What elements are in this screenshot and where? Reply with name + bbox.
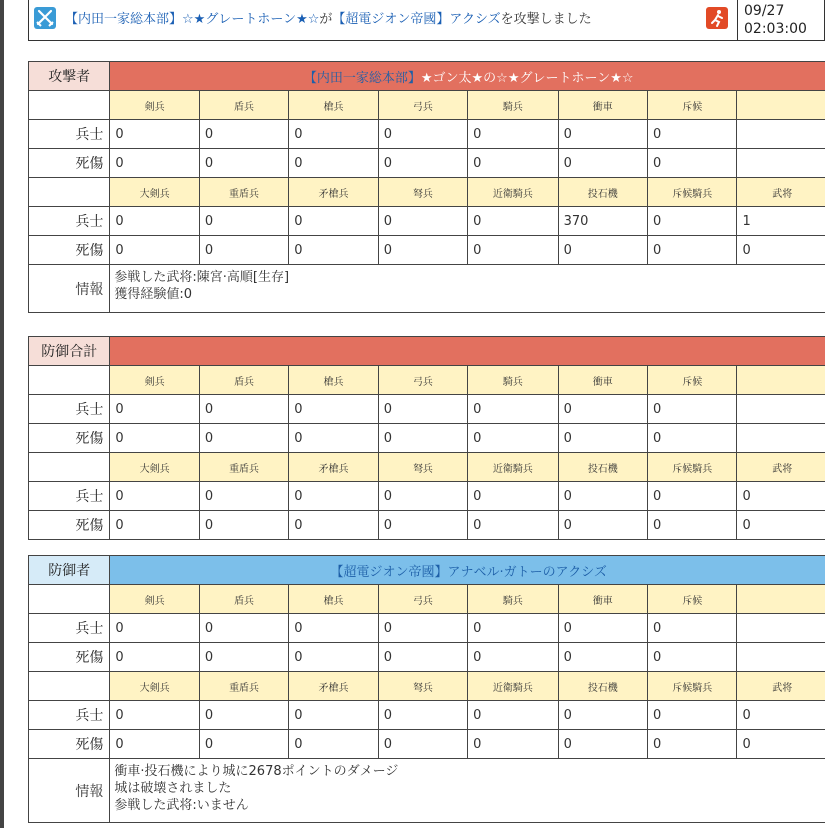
casualties-count: 0 [737,236,825,265]
crossed-swords-icon [34,7,56,29]
unit-name: 矛槍兵 [289,453,378,482]
soldiers-count: 0 [558,120,647,149]
casualties-count: 0 [199,424,288,453]
unit-header-row [29,453,825,482]
casualties-count [737,424,825,453]
unit-name: 斥候 [648,366,737,395]
casualties-count: 0 [289,424,378,453]
unit-name: 投石機 [558,178,647,207]
soldiers-count: 0 [648,120,737,149]
casualties-count: 0 [110,149,199,178]
unit-owner-label[interactable]: ★ゴン太★の☆★グレートホーン★☆ [420,70,634,86]
casualties-count: 0 [648,236,737,265]
soldiers-count: 0 [648,395,737,424]
soldiers-count: 0 [110,482,199,511]
casualties-count: 0 [648,424,737,453]
casualties-row [29,511,825,540]
casualties-count: 0 [378,643,467,672]
defender-alliance-link[interactable]: 【超電ジオン帝國】 [332,12,450,27]
soldiers-count [737,614,825,643]
unit-name: 大剣兵 [110,672,199,701]
casualties-label: 死傷 [29,511,110,540]
casualties-count: 0 [648,643,737,672]
soldiers-count: 0 [558,701,647,730]
soldiers-count: 0 [199,482,288,511]
title-bar [110,556,825,585]
row-spacer [29,366,110,395]
attacker-table [28,61,825,313]
casualties-count [737,643,825,672]
casualties-count: 0 [558,730,647,759]
soldiers-count: 0 [558,395,647,424]
info-label: 情報 [29,265,110,313]
casualties-count: 0 [468,730,558,759]
casualties-count: 0 [289,236,378,265]
info-text [110,759,825,823]
unit-name [737,91,825,120]
soldiers-count: 1 [737,207,825,236]
casualties-count: 0 [110,730,199,759]
unit-name: 斥候騎兵 [648,453,737,482]
unit-header-row [29,91,825,120]
unit-name: 武将 [737,178,825,207]
unit-name: 盾兵 [199,91,288,120]
casualties-count: 0 [199,643,288,672]
casualties-label: 死傷 [29,730,110,759]
unit-name: 騎兵 [468,366,558,395]
unit-name: 矛槍兵 [289,672,378,701]
casualties-count: 0 [289,149,378,178]
title-bar [110,62,825,91]
soldiers-count [737,120,825,149]
soldiers-count: 0 [468,395,558,424]
casualties-row [29,643,825,672]
unit-name: 斥候騎兵 [648,672,737,701]
casualties-count: 0 [737,730,825,759]
soldiers-count: 0 [648,701,737,730]
unit-name: 槍兵 [289,366,378,395]
soldiers-count: 0 [199,120,288,149]
casualties-count: 0 [468,424,558,453]
casualties-count: 0 [199,149,288,178]
soldiers-count: 0 [199,701,288,730]
casualties-count: 0 [558,424,647,453]
unit-name: 剣兵 [110,91,199,120]
casualties-count: 0 [468,236,558,265]
soldiers-count: 0 [558,614,647,643]
soldiers-row [29,207,825,236]
casualties-count: 0 [378,511,467,540]
soldiers-count: 0 [199,207,288,236]
soldiers-row [29,120,825,149]
unit-header-row [29,178,825,207]
casualties-count: 0 [558,149,647,178]
unit-name: 斥候騎兵 [648,178,737,207]
soldiers-label: 兵士 [29,614,110,643]
casualties-count: 0 [110,511,199,540]
soldiers-count: 0 [648,614,737,643]
unit-name: 衝車 [558,91,647,120]
soldiers-count: 0 [378,120,467,149]
soldiers-count [737,395,825,424]
casualties-count: 0 [110,424,199,453]
casualties-label: 死傷 [29,643,110,672]
soldiers-count: 0 [110,120,199,149]
unit-name: 騎兵 [468,585,558,614]
unit-name: 重盾兵 [199,453,288,482]
unit-name [737,366,825,395]
title-row [29,556,825,585]
soldiers-count: 0 [468,120,558,149]
soldiers-count: 0 [110,395,199,424]
info-line: 獲得経験値:0 [114,287,193,302]
casualties-count: 0 [468,511,558,540]
defense-total-table [28,336,825,540]
unit-name: 弩兵 [378,453,467,482]
casualties-count: 0 [468,149,558,178]
soldiers-count: 0 [468,207,558,236]
soldiers-label: 兵士 [29,207,110,236]
casualties-count: 0 [289,511,378,540]
soldiers-label: 兵士 [29,482,110,511]
soldiers-count: 0 [558,482,647,511]
unit-name: 剣兵 [110,585,199,614]
alliance-link[interactable]: 【超電ジオン帝國】 [330,564,448,580]
unit-name: 衝車 [558,366,647,395]
casualties-row [29,424,825,453]
soldiers-count: 0 [110,614,199,643]
unit-name: 重盾兵 [199,672,288,701]
casualties-label: 死傷 [29,149,110,178]
casualties-count: 0 [378,149,467,178]
soldiers-count: 0 [648,207,737,236]
soldiers-count: 0 [737,701,825,730]
info-line: 参戦した武将:陳宮·高順[生存] [114,270,290,285]
unit-name: 近衛騎兵 [468,672,558,701]
soldiers-count: 0 [110,207,199,236]
battle-time: 02:03:00 [744,21,807,37]
casualties-label: 死傷 [29,236,110,265]
unit-name: 大剣兵 [110,453,199,482]
title-row [29,62,825,91]
unit-name: 弩兵 [378,672,467,701]
row-spacer [29,91,110,120]
soldiers-count: 0 [289,482,378,511]
unit-name [737,585,825,614]
soldiers-count: 0 [378,207,467,236]
unit-name: 弩兵 [378,178,467,207]
side-label: 防御者 [29,556,110,585]
info-row [29,265,825,313]
casualties-count: 0 [648,149,737,178]
attacker-alliance-link[interactable]: 【内田一家総本部】 [65,12,183,27]
soldiers-label: 兵士 [29,701,110,730]
casualties-row [29,236,825,265]
unit-owner-label[interactable]: アナベル·ガトーのアクシズ [447,564,607,580]
unit-name: 斥候 [648,585,737,614]
casualties-count: 0 [378,236,467,265]
casualties-count: 0 [110,236,199,265]
side-label: 防御合計 [29,337,110,366]
soldiers-row [29,614,825,643]
battle-report-header [28,0,825,41]
casualties-count: 0 [558,643,647,672]
unit-name: 投石機 [558,672,647,701]
soldiers-row [29,482,825,511]
casualties-count: 0 [199,511,288,540]
unit-name: 盾兵 [199,366,288,395]
unit-name: 近衛騎兵 [468,453,558,482]
soldiers-count: 0 [199,614,288,643]
unit-name: 槍兵 [289,91,378,120]
soldiers-count: 0 [289,120,378,149]
title-row [29,337,825,366]
unit-name: 近衛騎兵 [468,178,558,207]
header-divider [737,0,738,40]
casualties-row [29,149,825,178]
casualties-count: 0 [378,424,467,453]
casualties-count: 0 [289,730,378,759]
row-spacer [29,585,110,614]
soldiers-count: 0 [468,614,558,643]
message-particle: が [319,12,333,27]
row-spacer [29,453,110,482]
casualties-count: 0 [558,236,647,265]
soldiers-count: 0 [378,701,467,730]
casualties-count: 0 [558,511,647,540]
casualties-count: 0 [378,730,467,759]
battle-date: 09/27 [744,3,785,19]
alliance-link[interactable]: 【内田一家総本部】 [303,70,421,86]
battle-timestamp [744,2,807,38]
unit-name: 弓兵 [378,91,467,120]
unit-header-row [29,672,825,701]
soldiers-count: 0 [199,395,288,424]
soldiers-count: 0 [737,482,825,511]
unit-name: 投石機 [558,453,647,482]
unit-name: 剣兵 [110,366,199,395]
soldiers-count: 0 [289,207,378,236]
unit-name: 弓兵 [378,366,467,395]
unit-header-row [29,366,825,395]
soldiers-row [29,701,825,730]
soldiers-count: 0 [289,614,378,643]
casualties-count: 0 [289,643,378,672]
attacker-village-link[interactable]: ☆★グレートホーン★☆ [182,12,320,27]
unit-name: 衝車 [558,585,647,614]
soldiers-count: 0 [378,614,467,643]
soldiers-count: 0 [378,482,467,511]
info-line: 衝車·投石機により城に2678ポイントのダメージ [114,764,399,779]
unit-name: 槍兵 [289,585,378,614]
soldiers-count: 0 [648,482,737,511]
message-tail: を攻撃しました [500,12,592,27]
unit-name: 重盾兵 [199,178,288,207]
battle-message [65,8,592,27]
soldiers-row [29,395,825,424]
left-border [0,0,4,828]
unit-name: 盾兵 [199,585,288,614]
soldiers-count: 0 [110,701,199,730]
casualties-count: 0 [199,236,288,265]
casualties-count: 0 [468,643,558,672]
soldiers-label: 兵士 [29,395,110,424]
unit-name: 騎兵 [468,91,558,120]
info-label: 情報 [29,759,110,823]
casualties-count: 0 [648,511,737,540]
casualties-count: 0 [648,730,737,759]
soldiers-label: 兵士 [29,120,110,149]
info-text [110,265,825,313]
row-spacer [29,672,110,701]
soldiers-count: 0 [289,395,378,424]
soldiers-count: 0 [468,701,558,730]
soldiers-count: 0 [468,482,558,511]
unit-name: 斥候 [648,91,737,120]
running-man-icon [706,7,728,29]
defender-table [28,555,825,823]
unit-name: 大剣兵 [110,178,199,207]
soldiers-count: 370 [558,207,647,236]
info-line: 参戦した武将:いません [114,798,249,813]
casualties-row [29,730,825,759]
casualties-count: 0 [737,511,825,540]
title-bar [110,337,825,366]
unit-name: 矛槍兵 [289,178,378,207]
soldiers-count: 0 [378,395,467,424]
info-row [29,759,825,823]
casualties-count: 0 [110,643,199,672]
casualties-label: 死傷 [29,424,110,453]
unit-header-row [29,585,825,614]
row-spacer [29,178,110,207]
casualties-count [737,149,825,178]
unit-name: 武将 [737,453,825,482]
unit-name: 弓兵 [378,585,467,614]
unit-name: 武将 [737,672,825,701]
defender-village-link[interactable]: アクシズ [449,12,501,27]
soldiers-count: 0 [289,701,378,730]
info-line: 城は破壊されました [114,781,232,796]
casualties-count: 0 [199,730,288,759]
side-label: 攻撃者 [29,62,110,91]
